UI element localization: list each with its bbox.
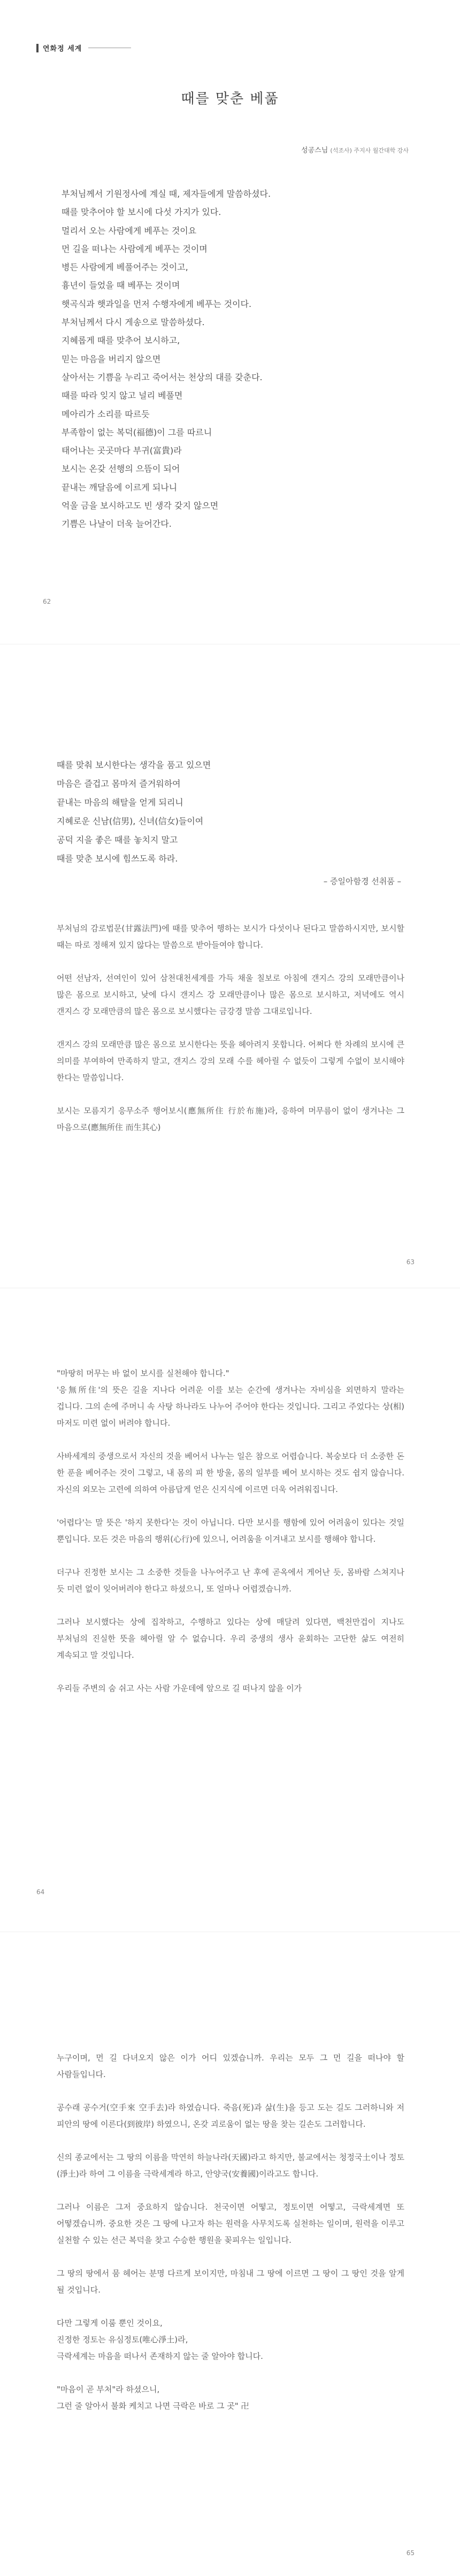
- verse-line: 햇곡식과 햇과일을 먼저 수행자에게 베푸는 것이다.: [62, 298, 252, 309]
- body-text: [57, 1365, 404, 1697]
- verse-line: 공덕 지을 좋은 때를 놓치지 말고: [57, 835, 178, 845]
- page-64: [0, 1288, 460, 1932]
- verse-line: 메아리가 소리를 따르듯: [62, 409, 150, 419]
- verse-line: 흉년이 들었을 때 베푸는 것이며: [62, 280, 180, 291]
- verse-line: 억울 금을 보시하고도 빈 생각 갖지 않으면: [62, 501, 219, 511]
- page-65: [0, 1932, 460, 2576]
- verse-line: 끝내는 마음의 해탈을 얻게 되리니: [57, 797, 183, 808]
- body-text: [57, 920, 404, 1136]
- page-number: 65: [406, 2549, 415, 2557]
- article-title: 때를 맞춘 베풂: [181, 91, 279, 107]
- verse-line: 멀리서 오는 사람에게 베푸는 것이요: [62, 225, 197, 236]
- section-header: [36, 43, 131, 53]
- paragraph: 그러나 보시했다는 상에 집착하고, 수행하고 있다는 상에 매달려 있다면, 백천만겁이 지나도 부처님의 진실한 뜻을 헤아릴 알 수 없습니다. 우리 중생의 생사 윤회하는 고단한 삶도 여전히 계속되고 말 것입니다.: [57, 1617, 404, 1660]
- paragraph: "마땅히 머무는 바 없이 보시를 실천해야 합니다.": [57, 1368, 229, 1378]
- paragraph: 그 땅의 땅에서 뭄 헤어는 분명 다르게 보이지만, 마침내 그 땅에 이르면 그 땅이 그 땅인 것을 알게 될 것입니다.: [57, 2269, 404, 2295]
- paragraph: 공수래 공수거(空手來 空手去)라 하였습니다. 죽음(死)과 삶(生)을 등고 도는 길도 그러하니와 저 피안의 땅에 이른다(到彼岸) 하였으니, 온갖 괴로움이 없는 땅을 찾는 길손도 그러합니다.: [57, 2103, 404, 2129]
- verse-line: 태어나는 곳곳마다 부귀(富貴)라: [62, 445, 182, 456]
- verse-line: 때를 맞춰 보시한다는 생각을 품고 있으면: [57, 760, 211, 770]
- author-name: 성공스님: [301, 147, 328, 155]
- verse-line: 부처님께서 기원정사에 계실 때, 제자들에게 말씀하셨다.: [62, 189, 271, 199]
- paragraph: 누구이며, 먼 길 다녀오지 않은 이가 어디 있겠습니까. 우리는 모두 그 먼 길을 떠나야 할 사람들입니다.: [57, 2053, 404, 2079]
- paragraph: 우리들 주변의 숨 쉬고 사는 사람 가운데에 앞으로 길 떠나지 않을 이가: [57, 1683, 302, 1693]
- verse-source: – 증일아함경 선취품 –: [323, 876, 401, 886]
- verse-line: 먼 길을 떠나는 사람에게 베푸는 것이며: [62, 243, 208, 254]
- section-marker: [36, 44, 39, 52]
- verse-line: 때를 맞춘 보시에 힘쓰도록 하라.: [57, 853, 178, 864]
- paragraph: 어떤 선남자, 선여인이 있어 삼천대천세계를 가득 채울 칠보로 아침에 갠지스 강의 모래만큼이나 많은 몸으로 보시하고, 낮에 다시 갠지스 강 모래만큼이나 많은 몸으로 보시하고, 저녁에도 역시 갠지스 강 모래만큼의 많은 몸으로 보시했다는 금강경 말씀 그대로입니다.: [57, 973, 404, 1016]
- author-line: [301, 144, 409, 155]
- paragraph: 부처님의 감로법문(甘露法門)에 때를 맞추어 행하는 보시가 다섯이나 된다고 말씀하시지만, 보시할 때는 따로 정해져 있지 않다는 말씀으로 받아들여야 합니다.: [57, 924, 404, 950]
- continued-verse: [57, 756, 404, 868]
- author-role: (석조사) 주지사 월간대학 강사: [330, 147, 409, 154]
- verse-line: 마음은 즐겁고 몸마저 즐거워하여: [57, 779, 181, 789]
- page-number: 62: [43, 598, 51, 605]
- verse-line: 지혜로운 신남(信男), 신녀(信女)들이여: [57, 816, 204, 826]
- verse-line: 때를 맞추어야 할 보시에 다섯 가지가 있다.: [62, 207, 221, 218]
- verse-line: 지혜롭게 때를 맞추어 보시하고,: [62, 335, 180, 346]
- section-label: 연화정 세계: [43, 45, 82, 53]
- body-text: [57, 2050, 404, 2414]
- paragraph: "마음이 곧 부처"라 하셨으니, 그런 줄 알아서 불화 케치고 나면 극락은 바로 그 곳" 卍: [57, 2385, 249, 2411]
- verse-line: 보시는 온갖 선행의 으뜸이 되어: [62, 464, 180, 474]
- paragraph: 신의 종교에서는 그 땅의 이름을 막연히 하늘나라(天國)라고 하지만, 불교에서는 청정국土이나 정토(淨土)라 하여 그 이름을 극락세계라 하고, 안양국(安養國)이라고도 합니다.: [57, 2152, 404, 2179]
- page-number: 63: [406, 1258, 415, 1266]
- verse-line: 부처님께서 다시 게송으로 말씀하셨다.: [62, 317, 205, 328]
- paragraph: 다만 그렇게 이룸 뿐인 것이요, 진정한 정토는 유심정토(唯心淨土)라, 극락세계는 마음을 떠나서 존재하지 않는 줄 알아야 합니다.: [57, 2318, 263, 2361]
- paragraph: '응無所住'의 뜻은 길을 지나다 어려운 이를 보는 순간에 생겨나는 자비심을 외면하지 말라는 겁니다. 그의 손에 주머니 속 사탕 하나라도 나누어 주어야 한다는 것입니다. 그리고 주었다는 상(相)마저도 미련 없이 버려야 합니다.: [57, 1385, 404, 1428]
- paragraph: 보시는 모름지기 응무소주 행어보시(應無所住 行於布施)라, 응하여 머무름이 없이 생겨나는 그 마음으로(應無所住 而生其心): [57, 1106, 404, 1132]
- page-62: [0, 0, 460, 644]
- verse-line: 살아서는 기쁨을 누리고 죽어서는 천상의 대를 갖춘다.: [62, 372, 263, 382]
- paragraph: '어렵다'는 말 뜻은 '하지 못한다'는 것이 아닙니다. 다만 보시를 행함에 있어 어려움이 있다는 것일 뿐입니다. 모든 것은 마음의 행위(心行)에 있으니, 어려움을 이겨내고 보시를 행해야 합니다.: [57, 1518, 404, 1544]
- verse-line: 병든 사람에게 베풀어주는 것이고,: [62, 262, 188, 273]
- verse-line: 때를 따라 잊지 않고 널리 베풀면: [62, 390, 183, 401]
- paragraph: 사바세계의 중생으로서 자신의 것을 베어서 나누는 일은 참으로 어렵습니다. 복숭보다 더 소중한 돈 한 푼을 베어주는 것이 그렇고, 내 몸의 피 한 방울, 몸의 일부를 베어 보시하는 것도 쉽지 않습니다. 자신의 외모는 고련에 의하여 아름답게 얻은 신지식에 이르면 더욱 어려워집니다.: [57, 1451, 404, 1494]
- paragraph: 더구나 진정한 보시는 그 소중한 것들을 나누어주고 난 후에 곧옥에서 게어난 듯, 몸바람 스쳐지나 듯 미련 없이 잊어버려야 한다고 하셨으니, 또 얼마나 어렵겠습니까.: [57, 1567, 404, 1594]
- verse-line: 믿는 마음을 버리지 않으면: [62, 353, 161, 364]
- page-number: 64: [36, 1888, 45, 1896]
- verse-line: 기쁨은 나날이 더욱 늘어간다.: [62, 519, 172, 529]
- paragraph: 그러나 이름은 그저 중요하지 않습니다. 천국이면 어떻고, 정토이면 어떻고, 극락세계면 또 어떻겠습니까. 중요한 것은 그 땅에 나고자 하는 원력을 사무치도록 실천하는 일이며, 원력을 이루고 실천할 수 있는 선근 복덕을 찾고 수승한 행원을 꽂피우는 일입니다.: [57, 2202, 404, 2245]
- paragraph: 갠지스 강의 모래만큼 많은 몸으로 보시한다는 뜻을 헤아려지 못합니다. 어쩌다 한 차례의 보시에 큰 의미를 부여하여 만족하지 말고, 갠지스 강의 모래 수를 헤아릴 수 없듯이 그렇게 수없이 보시해야 한다는 말씀입니다.: [57, 1040, 404, 1082]
- opening-verse: [62, 185, 404, 534]
- verse-line: 끝내는 깨달음에 이르게 되나니: [62, 482, 178, 493]
- page-63: [0, 644, 460, 1288]
- verse-line: 부족함이 없는 복덕(福德)이 그를 따르니: [62, 427, 212, 437]
